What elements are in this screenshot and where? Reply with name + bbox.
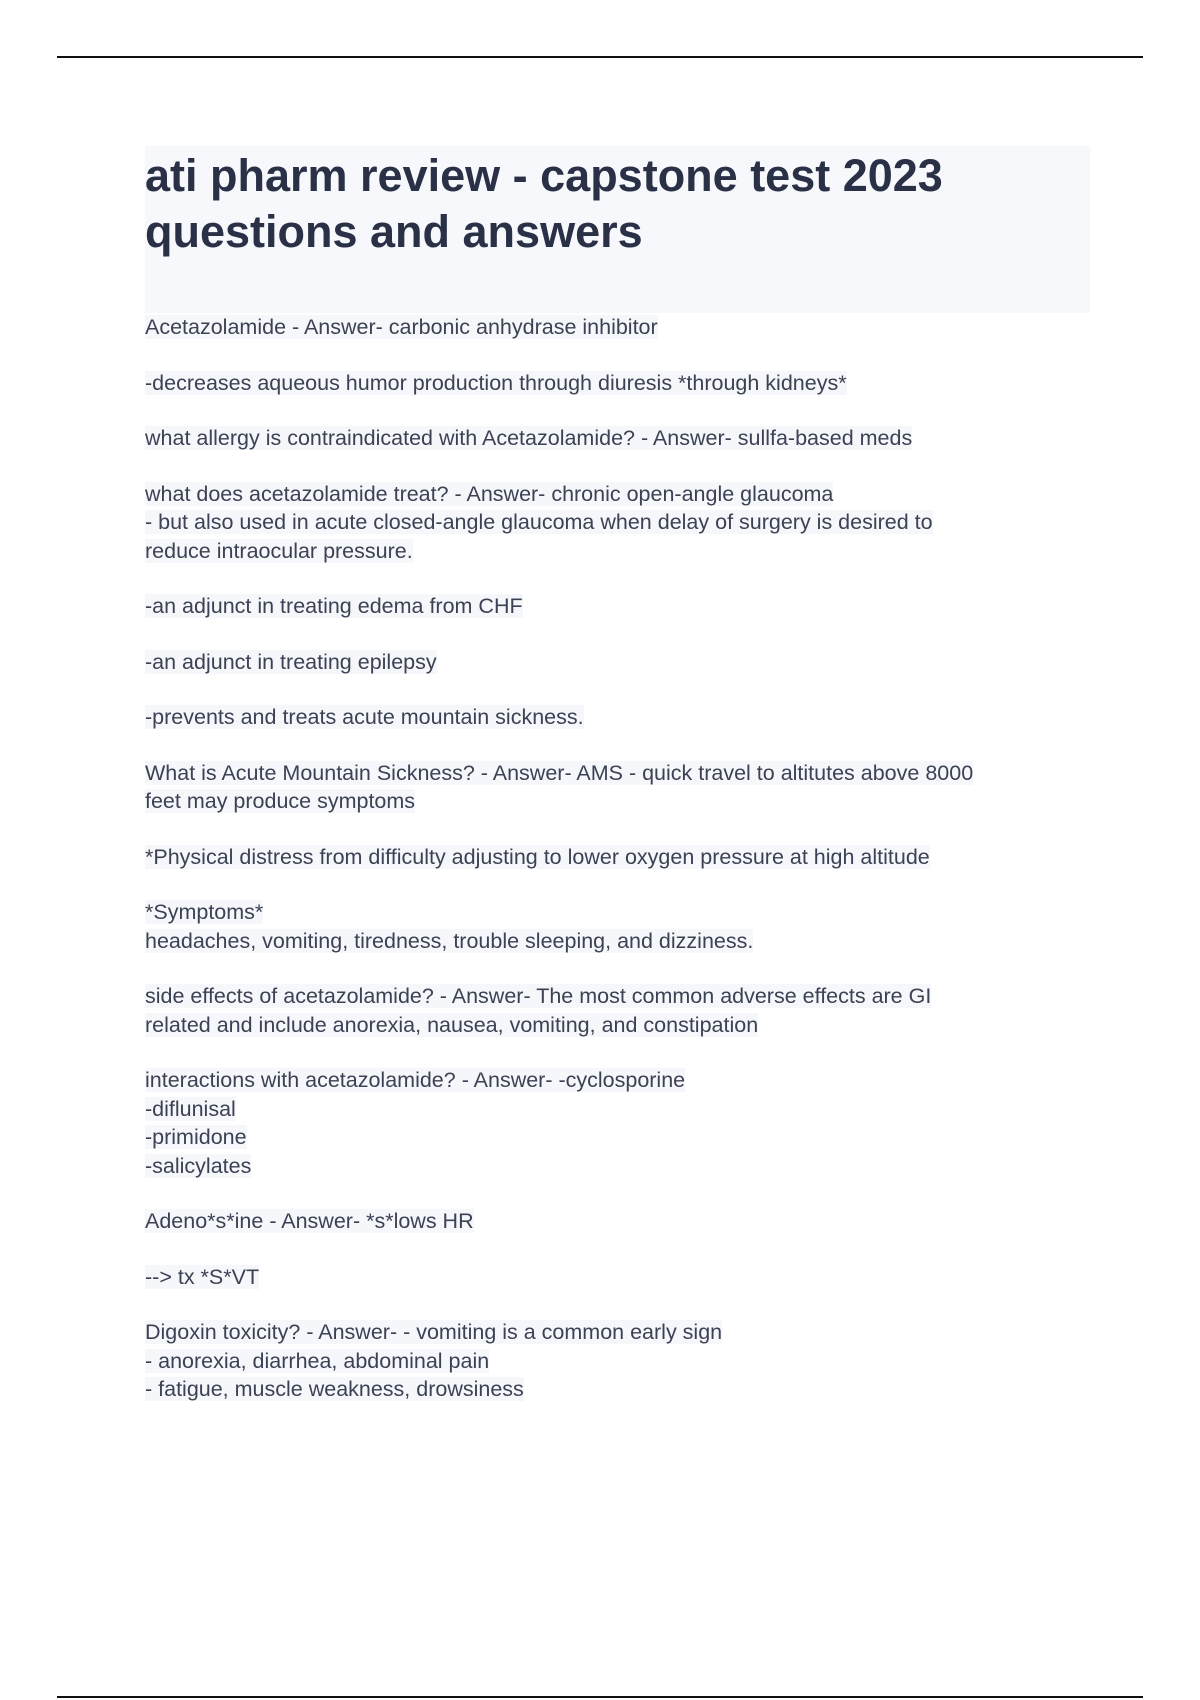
paragraph-line [145, 1095, 1090, 1124]
qa-paragraph [145, 898, 1090, 955]
title-line: ati pharm review - capstone test 2023 [145, 150, 943, 201]
qa-list [145, 313, 1090, 1404]
line-text: related and include anorexia, nausea, vomiting, and constipation [145, 1012, 759, 1037]
document-title [145, 146, 1090, 260]
paragraph-line [145, 313, 1090, 342]
qa-paragraph [145, 1263, 1090, 1292]
paragraph-line [145, 898, 1090, 927]
paragraph-line [145, 1263, 1090, 1292]
paragraph-line [145, 480, 1090, 509]
title-line: questions and answers [145, 206, 643, 257]
qa-paragraph [145, 1066, 1090, 1180]
bottom-divider [57, 1696, 1143, 1698]
paragraph-line [145, 843, 1090, 872]
paragraph-line [145, 1318, 1090, 1347]
paragraph-line [145, 537, 1090, 566]
qa-paragraph [145, 424, 1090, 453]
line-text: -salicylates [145, 1153, 252, 1178]
paragraph-line [145, 508, 1090, 537]
paragraph-line [145, 592, 1090, 621]
paragraph-line [145, 1066, 1090, 1095]
line-text: feet may produce symptoms [145, 789, 416, 813]
line-text: what does acetazolamide treat? - Answer- chronic open-angle glaucoma [145, 481, 834, 506]
line-text: -prevents and treats acute mountain sickness. [145, 705, 584, 729]
paragraph-line [145, 648, 1090, 677]
line-text: -decreases aqueous humor production through diuresis *through kidneys* [145, 370, 847, 395]
qa-paragraph [145, 1207, 1090, 1236]
paragraph-line [145, 1347, 1090, 1376]
paragraph-line [145, 703, 1090, 732]
line-text: -an adjunct in treating epilepsy [145, 649, 437, 674]
paragraph-line [145, 1011, 1090, 1040]
line-text: -an adjunct in treating edema from CHF [145, 594, 523, 618]
line-text: Digoxin toxicity? - Answer- - vomiting is a common early sign [145, 1320, 723, 1344]
line-text: side effects of acetazolamide? - Answer- The most common adverse effects are GI [145, 984, 932, 1008]
paragraph-line [145, 1123, 1090, 1152]
line-text: interactions with acetazolamide? - Answer- -cyclosporine [145, 1068, 686, 1092]
line-text: Acetazolamide - Answer- carbonic anhydrase inhibitor [145, 315, 658, 339]
qa-paragraph [145, 843, 1090, 872]
line-text: What is Acute Mountain Sickness? - Answer- AMS - quick travel to altitutes above 8000 [145, 760, 974, 785]
line-text: *Physical distress from difficulty adjusting to lower oxygen pressure at high altitude [145, 844, 930, 869]
paragraph-line [145, 424, 1090, 453]
qa-paragraph [145, 1318, 1090, 1404]
line-text: -diflunisal [145, 1096, 236, 1121]
qa-paragraph [145, 592, 1090, 621]
line-text: - fatigue, muscle weakness, drowsiness [145, 1377, 524, 1401]
paragraph-line [145, 982, 1090, 1011]
line-text: reduce intraocular pressure. [145, 538, 413, 563]
line-text: what allergy is contraindicated with Acetazolamide? - Answer- sullfa-based meds [145, 426, 913, 450]
line-text: headaches, vomiting, tiredness, trouble sleeping, and dizziness. [145, 928, 754, 953]
title-block [145, 146, 1090, 313]
qa-paragraph [145, 313, 1090, 342]
qa-paragraph [145, 703, 1090, 732]
paragraph-line [145, 787, 1090, 816]
top-divider [57, 56, 1143, 58]
paragraph-line [145, 759, 1090, 788]
document-body [145, 146, 1090, 1431]
paragraph-line [145, 369, 1090, 398]
line-text: Adeno*s*ine - Answer- *s*lows HR [145, 1209, 474, 1233]
qa-paragraph [145, 648, 1090, 677]
line-text: *Symptoms* [145, 900, 264, 924]
paragraph-line [145, 1152, 1090, 1181]
qa-paragraph [145, 369, 1090, 398]
qa-paragraph [145, 480, 1090, 566]
line-text: --> tx *S*VT [145, 1264, 260, 1289]
line-text: - anorexia, diarrhea, abdominal pain [145, 1348, 490, 1373]
paragraph-line [145, 1207, 1090, 1236]
qa-paragraph [145, 759, 1090, 816]
paragraph-line [145, 927, 1090, 956]
paragraph-line [145, 1375, 1090, 1404]
line-text: - but also used in acute closed-angle glaucoma when delay of surgery is desired to [145, 510, 933, 534]
line-text: -primidone [145, 1125, 247, 1149]
qa-paragraph [145, 982, 1090, 1039]
